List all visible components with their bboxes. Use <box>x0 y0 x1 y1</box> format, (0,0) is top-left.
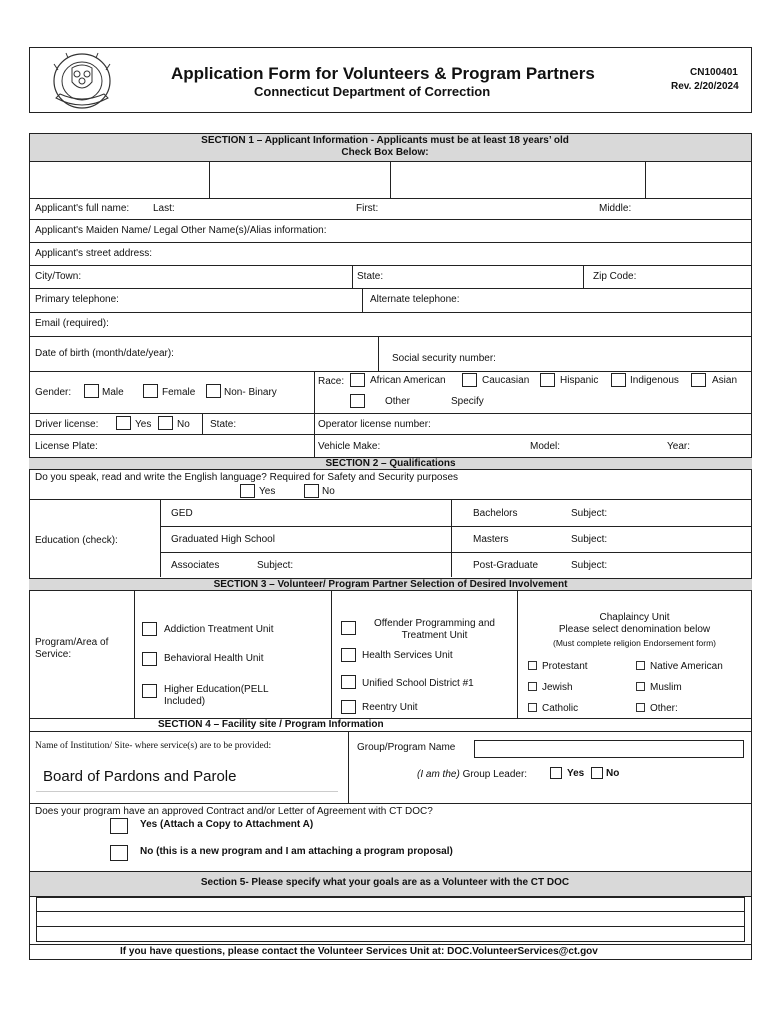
alternate-phone-label: Alternate telephone: <box>370 294 460 305</box>
offender-programming-label: Offender Programming and Treatment Unit <box>374 618 495 641</box>
institution-value[interactable]: Board of Pardons and Parole <box>43 768 237 785</box>
section3-heading: SECTION 3 – Volunteer/ Program Partner Selection of Desired Involvement <box>29 578 752 591</box>
driver-license-yes-checkbox[interactable] <box>116 416 131 430</box>
state-field[interactable] <box>390 267 580 286</box>
english-yes-checkbox[interactable] <box>240 484 255 498</box>
addiction-treatment-checkbox[interactable] <box>142 622 157 636</box>
section1-subheading: Check Box Below: <box>341 147 429 158</box>
offender-programming-checkbox[interactable] <box>341 621 356 635</box>
department-name: Connecticut Department of Correction <box>254 84 491 99</box>
street-address-label: Applicant's street address: <box>35 248 152 259</box>
race-asian-checkbox[interactable] <box>691 373 706 387</box>
check-box-cell-1[interactable] <box>30 161 209 198</box>
race-hispanic-checkbox[interactable] <box>540 373 555 387</box>
vehicle-make-field[interactable] <box>392 436 522 455</box>
higher-education-label: Higher Education(PELL Included) <box>164 684 269 707</box>
vehicle-year-label: Year: <box>667 441 690 452</box>
ssn-label: Social security number: <box>392 353 496 364</box>
reentry-unit-checkbox[interactable] <box>341 700 356 714</box>
maiden-name-label: Applicant's Maiden Name/ Legal Other Name(s)/Alias information: <box>35 225 327 236</box>
check-box-cell-2[interactable] <box>210 161 390 198</box>
primary-phone-label: Primary telephone: <box>35 294 119 305</box>
section4-heading-box <box>29 718 752 732</box>
post-graduate-subject-label: Subject: <box>571 560 608 571</box>
denomination-protestant[interactable]: Protestant <box>528 661 588 673</box>
race-african-american-label: African American <box>370 375 446 386</box>
middle-name-field[interactable] <box>640 200 748 216</box>
race-specify-label: Specify <box>451 396 484 407</box>
form-title: Application Form for Volunteers & Program Partners <box>171 64 595 83</box>
section5-heading: Section 5- Please specify what your goals are as a Volunteer with the CT DOC <box>200 877 570 888</box>
group-leader-no-checkbox[interactable] <box>591 767 603 779</box>
behavioral-health-label: Behavioral Health Unit <box>164 653 264 664</box>
english-yes-label: Yes <box>259 486 276 497</box>
driver-license-yes-label: Yes <box>135 419 152 430</box>
section4-heading: SECTION 4 – Facility site / Program Information <box>158 719 384 730</box>
contract-question: Does your program have an approved Contract and/or Letter of Agreement with CT DOC? <box>35 806 433 817</box>
higher-education-checkbox[interactable] <box>142 684 157 698</box>
masters-subject-label: Subject: <box>571 534 608 545</box>
english-no-checkbox[interactable] <box>304 484 319 498</box>
health-services-label: Health Services Unit <box>362 650 453 661</box>
race-other-checkbox[interactable] <box>350 394 365 408</box>
program-area-label: Program/Area of Service: <box>35 637 109 660</box>
gender-male-label: Male <box>102 387 124 398</box>
gender-female-checkbox[interactable] <box>143 384 158 398</box>
denomination-native-american[interactable]: Native American <box>636 661 723 673</box>
gender-male-checkbox[interactable] <box>84 384 99 398</box>
check-box-cell-3[interactable] <box>391 161 645 198</box>
education-masters[interactable]: Masters <box>473 534 509 545</box>
dob-field[interactable] <box>200 339 375 369</box>
first-name-field[interactable] <box>383 200 593 216</box>
education-associates[interactable]: Associates <box>171 560 220 571</box>
maiden-name-field[interactable] <box>370 221 748 239</box>
education-graduated-hs[interactable]: Graduated High School <box>171 534 275 545</box>
group-leader-yes-label: Yes <box>567 768 585 779</box>
education-ged[interactable]: GED <box>171 508 193 519</box>
license-plate-label: License Plate: <box>35 441 98 452</box>
primary-phone-field[interactable] <box>140 290 360 310</box>
group-leader-text: (I am the) Group Leader: <box>417 769 528 780</box>
section2-heading: SECTION 2 – Qualifications <box>29 457 752 470</box>
group-leader-no-label: No <box>606 768 620 779</box>
ssn-field[interactable] <box>515 339 748 369</box>
unified-school-label: Unified School District #1 <box>362 678 474 689</box>
race-label: Race: <box>318 376 345 387</box>
check-box-cell-4[interactable] <box>646 161 751 198</box>
vehicle-model-label: Model: <box>530 441 561 452</box>
city-label: City/Town: <box>35 271 82 282</box>
email-label: Email (required): <box>35 318 109 329</box>
english-no-label: No <box>322 486 335 497</box>
footer-contact: If you have questions, please contact the Volunteer Services Unit at: DOC.VolunteerServices@ct.gov <box>120 946 598 957</box>
driver-license-state-field[interactable] <box>240 415 312 433</box>
state-label: State: <box>357 271 384 282</box>
operator-license-field[interactable] <box>450 415 748 433</box>
associates-subject-label: Subject: <box>257 560 294 571</box>
gender-nonbinary-label: Non- Binary <box>224 387 277 398</box>
city-field[interactable] <box>95 267 350 286</box>
contract-no-label: No (this is a new program and I am attaching a program proposal) <box>140 846 453 857</box>
contract-yes-checkbox[interactable] <box>110 818 128 834</box>
section1-heading: SECTION 1 – Applicant Information - Applicants must be at least 18 years’ old <box>201 135 569 146</box>
behavioral-health-checkbox[interactable] <box>142 652 157 666</box>
race-caucasian-label: Caucasian <box>482 375 530 386</box>
operator-license-label: Operator license number: <box>318 419 431 430</box>
race-indigenous-checkbox[interactable] <box>611 373 626 387</box>
driver-license-label: Driver license: <box>35 419 99 430</box>
denomination-other[interactable]: Other: <box>636 703 678 715</box>
education-label: Education (check): <box>35 535 118 546</box>
race-caucasian-checkbox[interactable] <box>462 373 477 387</box>
last-name-label: Last: <box>153 203 175 214</box>
middle-name-label: Middle: <box>599 203 632 214</box>
email-field[interactable] <box>125 314 748 334</box>
vehicle-year-field[interactable] <box>697 436 748 455</box>
education-post-graduate[interactable]: Post-Graduate <box>473 560 539 571</box>
chaplaincy-endorsement-note: (Must complete religion Endorsement form) <box>553 638 716 648</box>
gender-label: Gender: <box>35 387 72 398</box>
health-services-checkbox[interactable] <box>341 648 356 662</box>
alternate-phone-field[interactable] <box>475 290 748 310</box>
gender-female-label: Female <box>162 387 196 398</box>
connecticut-state-seal-icon <box>48 50 116 112</box>
addiction-treatment-label: Addiction Treatment Unit <box>164 624 274 635</box>
group-leader-yes-checkbox[interactable] <box>550 767 562 779</box>
denomination-catholic[interactable]: Catholic <box>528 703 578 715</box>
group-program-input[interactable] <box>474 740 744 758</box>
race-other-label: Other <box>385 396 411 407</box>
vehicle-make-label: Vehicle Make: <box>318 441 381 452</box>
race-indigenous-label: Indigenous <box>630 375 679 386</box>
vehicle-model-field[interactable] <box>565 436 660 455</box>
group-program-label: Group/Program Name <box>357 742 456 753</box>
zip-label: Zip Code: <box>593 271 637 282</box>
race-hispanic-label: Hispanic <box>560 375 599 386</box>
zip-field[interactable] <box>645 267 748 286</box>
race-african-american-checkbox[interactable] <box>350 373 365 387</box>
driver-license-no-label: No <box>177 419 190 430</box>
bachelors-subject-label: Subject: <box>571 508 608 519</box>
institution-label: Name of Institution/ Site- where service(s) are to be provided: <box>35 741 272 751</box>
street-address-field[interactable] <box>175 244 748 262</box>
dob-label: Date of birth (month/date/year): <box>35 348 174 359</box>
contract-yes-label: Yes (Attach a Copy to Attachment A) <box>140 819 314 830</box>
english-question: Do you speak, read and write the English language? Required for Safety and Security purposes <box>35 472 459 483</box>
form-revision: Rev. 2/20/2024 <box>671 81 739 92</box>
denomination-jewish[interactable]: Jewish <box>528 682 573 694</box>
race-asian-label: Asian <box>712 375 738 386</box>
contract-no-checkbox[interactable] <box>110 845 128 861</box>
last-name-field[interactable] <box>180 200 350 216</box>
denomination-muslim[interactable]: Muslim <box>636 682 682 694</box>
education-bachelors[interactable]: Bachelors <box>473 508 518 519</box>
reentry-unit-label: Reentry Unit <box>362 702 418 713</box>
form-number: CN100401 <box>690 67 738 78</box>
driver-license-no-checkbox[interactable] <box>158 416 173 430</box>
driver-license-state-label: State: <box>210 419 237 430</box>
goals-input[interactable] <box>36 897 745 942</box>
chaplaincy-title: Chaplaincy Unit <box>599 612 670 623</box>
chaplaincy-instruction: Please select denomination below <box>558 624 711 635</box>
license-plate-field[interactable] <box>110 436 310 455</box>
full-name-label: Applicant's full name: <box>35 203 130 214</box>
gender-nonbinary-checkbox[interactable] <box>206 384 221 398</box>
first-name-label: First: <box>356 203 379 214</box>
unified-school-checkbox[interactable] <box>341 675 356 689</box>
